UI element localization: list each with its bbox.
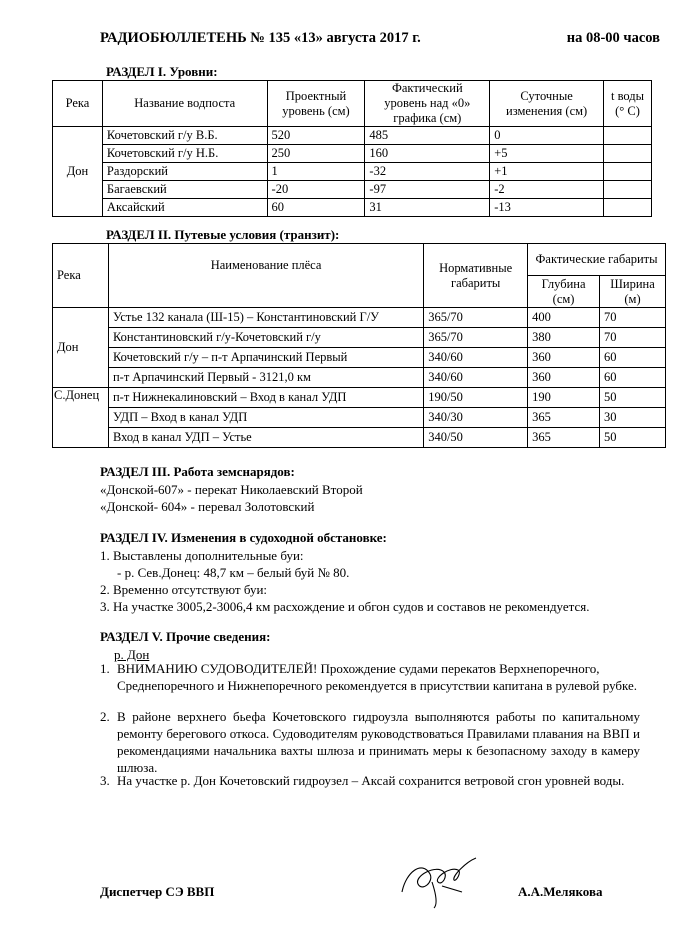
width: 70 (600, 328, 666, 348)
norm-dims: 340/30 (424, 408, 528, 428)
norm-dims: 340/60 (424, 368, 528, 388)
norm-dims: 190/50 (424, 388, 528, 408)
levels-header-temp: t воды (° С) (604, 81, 652, 127)
depth: 400 (528, 308, 600, 328)
info-item-text: В районе верхнего бьефа Кочетовского гидроузла выполняются работы по капитальному ремонту берегового откоса. Судоводителям руководствоваться Правилами плавания на ВВП и рекомендациями начальника вахты шлюза и принимать меры к безопасному заходу в камеру шлюза. (117, 709, 640, 775)
actual-level: 485 (365, 127, 490, 145)
change-line-3: 2. Временно отсутствуют буи: (100, 582, 268, 597)
section3-title: РАЗДЕЛ III. Работа земснарядов: (100, 464, 295, 479)
station-name: Раздорский (102, 163, 267, 181)
info-item-text: На участке р. Дон Кочетовский гидроузел – Аксай сохранится ветровой сгон уровней воды. (117, 773, 625, 788)
table-row (53, 328, 666, 348)
station-name: Аксайский (102, 199, 267, 217)
table-row (53, 199, 652, 217)
change-line-4: 3. На участке 3005,2-3006,4 км расхождение и обгон судов и составов не рекомендуется. (100, 599, 590, 614)
design-level: 60 (267, 199, 365, 217)
norm-dims: 340/50 (424, 428, 528, 448)
levels-header-design: Проектный уровень (см) (267, 81, 365, 127)
table-row (53, 368, 666, 388)
info-item-1 (100, 660, 640, 694)
station-name: Кочетовский г/у Н.Б. (102, 145, 267, 163)
transit-header-width: Ширина (м) (600, 276, 666, 308)
transit-header-river: Река (53, 244, 109, 308)
actual-level: -97 (365, 181, 490, 199)
table-row (53, 163, 652, 181)
section2-title: РАЗДЕЛ II. Путевые условия (транзит): (106, 227, 340, 242)
norm-dims: 365/70 (424, 328, 528, 348)
signature (392, 852, 484, 912)
levels-header-river: Река (53, 81, 103, 127)
levels-river-cell: Дон (53, 127, 103, 217)
section5-title: РАЗДЕЛ V. Прочие сведения: (100, 629, 271, 644)
design-level: 250 (267, 145, 365, 163)
daily-change: +5 (490, 145, 604, 163)
table-row (53, 308, 666, 328)
transit-header-fact: Фактические габариты (528, 244, 666, 276)
depth: 360 (528, 368, 600, 388)
levels-header-change: Суточные изменения (см) (490, 81, 604, 127)
norm-dims: 340/60 (424, 348, 528, 368)
levels-header-actual: Фактический уровень над «0» графика (см) (365, 81, 490, 127)
width: 60 (600, 368, 666, 388)
water-temp (604, 127, 652, 145)
reach-name: Кочетовский г/у – п-т Арпачинский Первый (108, 348, 423, 368)
info-item-2 (100, 708, 640, 776)
dredger-line-2: «Донской- 604» - перевал Золотовский (100, 499, 315, 514)
levels-header-station: Название водпоста (102, 81, 267, 127)
section5-river: р. Дон (114, 647, 150, 662)
transit-header-name: Наименование плёса (108, 244, 423, 308)
change-line-2: - р. Сев.Донец: 48,7 км – белый буй № 80. (117, 565, 350, 580)
reach-name: Устье 132 канала (Ш-15) – Константиновский Г/У (108, 308, 423, 328)
width: 60 (600, 348, 666, 368)
actual-level: 160 (365, 145, 490, 163)
table-row (53, 428, 666, 448)
reach-name: УДП – Вход в канал УДП (108, 408, 423, 428)
station-name: Багаевский (102, 181, 267, 199)
width: 50 (600, 388, 666, 408)
design-level: -20 (267, 181, 365, 199)
daily-change: -2 (490, 181, 604, 199)
transit-table (52, 243, 666, 448)
depth: 365 (528, 408, 600, 428)
change-line-1: 1. Выставлены дополнительные буи: (100, 548, 304, 563)
depth: 190 (528, 388, 600, 408)
info-item-3 (100, 772, 640, 789)
table-row (53, 408, 666, 428)
table-row (53, 388, 666, 408)
transit-river-don: Дон (53, 308, 109, 388)
transit-river-donets: С.Донец (53, 388, 109, 448)
section4-title: РАЗДЕЛ IV. Изменения в судоходной обстановке: (100, 530, 387, 545)
depth: 380 (528, 328, 600, 348)
reach-name: Вход в канал УДП – Устье (108, 428, 423, 448)
info-item-num: 3. (100, 773, 110, 788)
width: 30 (600, 408, 666, 428)
table-row (53, 145, 652, 163)
actual-level: 31 (365, 199, 490, 217)
bulletin-time: на 08-00 часов (566, 30, 660, 46)
depth: 360 (528, 348, 600, 368)
water-temp (604, 199, 652, 217)
reach-name: Константиновский г/у-Кочетовский г/у (108, 328, 423, 348)
width: 50 (600, 428, 666, 448)
depth: 365 (528, 428, 600, 448)
reach-name: п-т Нижнекалиновский – Вход в канал УДП (108, 388, 423, 408)
reach-name: п-т Арпачинский Первый - 3121,0 км (108, 368, 423, 388)
dispatcher-label: Диспетчер СЭ ВВП (100, 884, 215, 899)
dredger-line-1: «Донской-607» - перекат Николаевский Второй (100, 482, 363, 497)
design-level: 1 (267, 163, 365, 181)
bulletin-title: РАДИОБЮЛЛЕТЕНЬ № 135 «13» августа 2017 г. (100, 30, 421, 46)
info-item-num: 1. (100, 661, 110, 676)
table-row (53, 348, 666, 368)
info-item-num: 2. (100, 709, 110, 724)
daily-change: +1 (490, 163, 604, 181)
bulletin-header (100, 30, 660, 47)
table-row (53, 181, 652, 199)
section1-title: РАЗДЕЛ I. Уровни: (106, 64, 218, 79)
design-level: 520 (267, 127, 365, 145)
levels-table (52, 80, 652, 217)
table-row (53, 127, 652, 145)
transit-header-depth: Глубина (см) (528, 276, 600, 308)
info-item-text: ВНИМАНИЮ СУДОВОДИТЕЛЕЙ! Прохождение судами перекатов Верхнепоречного, Среднепоречного и Нижнепоречного рекомендуется в присутствии капитана в рулевой рубке. (117, 661, 638, 693)
norm-dims: 365/70 (424, 308, 528, 328)
daily-change: -13 (490, 199, 604, 217)
daily-change: 0 (490, 127, 604, 145)
station-name: Кочетовский г/у В.Б. (102, 127, 267, 145)
width: 70 (600, 308, 666, 328)
water-temp (604, 145, 652, 163)
water-temp (604, 163, 652, 181)
dispatcher-name: А.А.Мелякова (518, 884, 603, 899)
transit-header-norm: Нормативные габариты (424, 244, 528, 308)
water-temp (604, 181, 652, 199)
actual-level: -32 (365, 163, 490, 181)
